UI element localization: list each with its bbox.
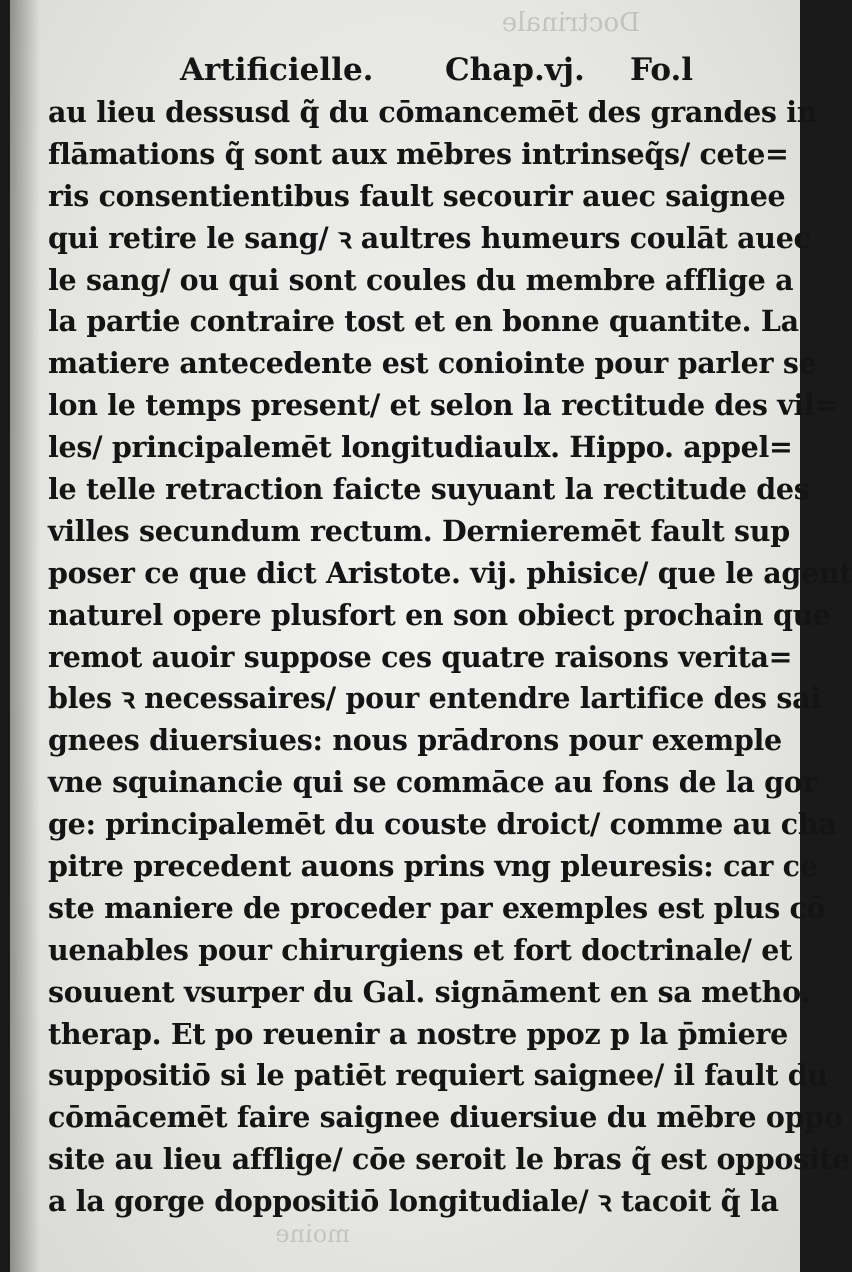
page-edge-shadow bbox=[10, 0, 40, 1272]
bleed-through-bottom: moine bbox=[275, 1220, 350, 1248]
text-line: souuent vsurper du Gal. signāment en sa metho. bbox=[48, 974, 810, 1009]
text-line: le telle retraction faicte suyuant la rectitude des bbox=[48, 472, 810, 507]
running-title: Artificielle. bbox=[180, 52, 374, 88]
text-line: la partie contraire tost et en bonne quantite. La bbox=[48, 304, 799, 339]
text-line: naturel opere plusfort en son obiect prochain que bbox=[48, 597, 831, 632]
text-line: qui retire le sang/ ꝛ aultres humeurs coulāt auec bbox=[48, 220, 811, 255]
text-line: les/ principalemēt longitudiaulx. Hippo. appel= bbox=[48, 430, 793, 465]
text-line: gnees diuersiues: nous prādrons pour exemple bbox=[48, 723, 782, 758]
text-line: lon le temps present/ et selon la rectitude des vil= bbox=[48, 388, 839, 423]
body-text bbox=[48, 92, 852, 1223]
text-line: matiere antecedente est coniointe pour parler se bbox=[48, 346, 817, 381]
text-line: villes secundum rectum. Dernieremēt fault sup bbox=[48, 513, 790, 548]
text-line: ste maniere de proceder par exemples est plus cō bbox=[48, 890, 826, 925]
text-line: cōmācemēt faire saignee diuersiue du mēbre oppo bbox=[48, 1100, 843, 1135]
bleed-through-top: Doctrinale bbox=[501, 8, 640, 38]
text-line: ge: principalemēt du couste droict/ comme au cha bbox=[48, 807, 837, 842]
text-line: a la gorge doppositiō longitudiale/ ꝛ tacoit q̃ la bbox=[48, 1184, 779, 1219]
text-line: uenables pour chirurgiens et fort doctrinale/ et bbox=[48, 932, 792, 967]
book-page bbox=[10, 0, 852, 1272]
text-line: le sang/ ou qui sont coules du membre afflige a bbox=[48, 262, 794, 297]
text-line: site au lieu afflige/ cōe seroit le bras q̃ est opposite bbox=[48, 1142, 851, 1177]
text-line: vne squinancie qui se commāce au fons de la gor bbox=[48, 765, 818, 800]
text-line: remot auoir suppose ces quatre raisons verita= bbox=[48, 639, 793, 674]
text-line: therap. Et po reuenir a nostre ppoz p la p̄miere bbox=[48, 1016, 788, 1051]
chapter-label: Chap.vj. bbox=[445, 52, 585, 88]
text-line: suppositiō si le patiēt requiert saignee/ il fault du bbox=[48, 1058, 828, 1093]
text-line: bles ꝛ necessaires/ pour entendre lartifice des sai bbox=[48, 681, 821, 716]
text-line: pitre precedent auons prins vng pleuresis: car ce bbox=[48, 849, 818, 884]
folio-number: Fo.l bbox=[630, 52, 694, 88]
text-line: flāmations q̃ sont aux mēbres intrinseq̃s/ cete= bbox=[48, 136, 789, 171]
text-line: au lieu dessusd q̃ du cōmancemēt des grandes in bbox=[48, 95, 818, 129]
text-line: ris consentientibus fault secourir auec saignee bbox=[48, 178, 786, 213]
text-line: poser ce que dict Aristote. vij. phisice/ que le agent bbox=[48, 555, 852, 590]
page-header bbox=[175, 52, 765, 96]
